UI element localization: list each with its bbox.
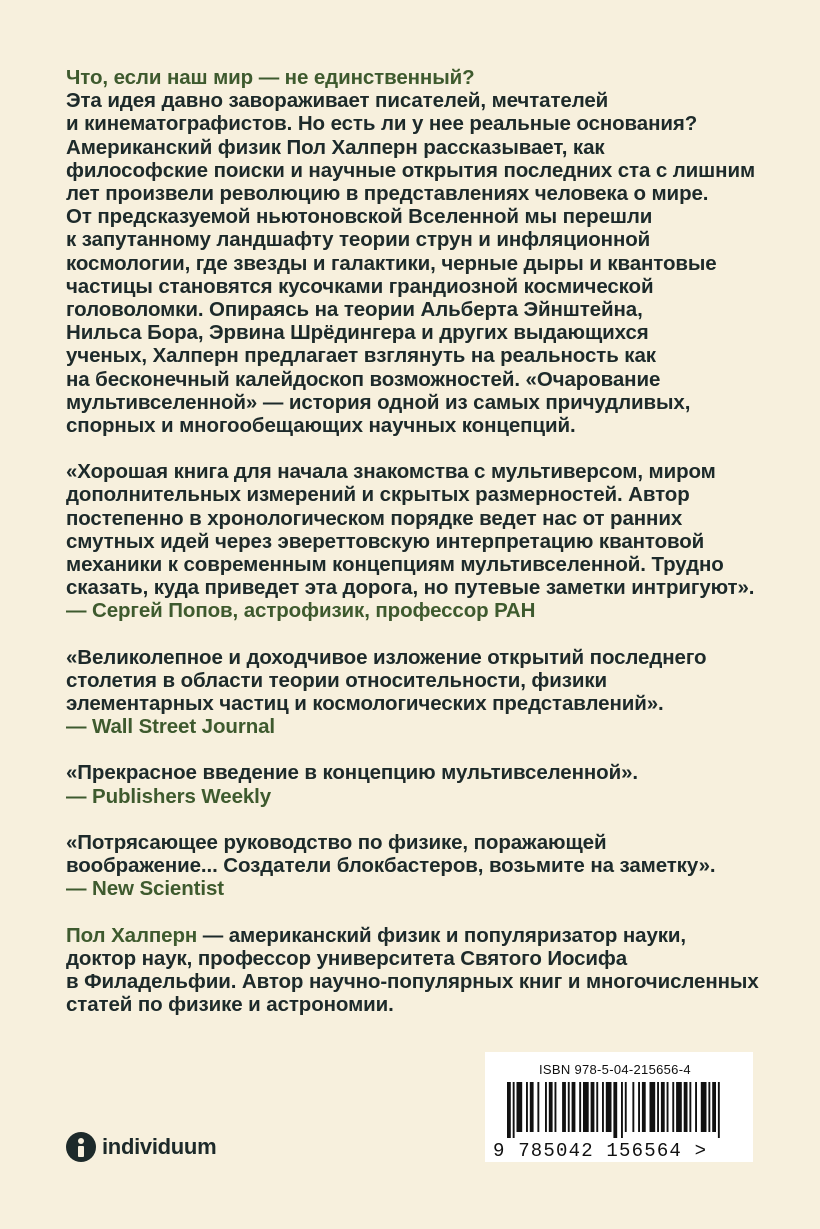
barcode-bar: [583, 1082, 589, 1132]
quote-attribution: — Wall Street Journal: [66, 715, 276, 739]
barcode-bar: [517, 1082, 523, 1132]
barcode-bar: [689, 1082, 691, 1132]
intro-line: на бесконечный калейдоскоп возможностей. «Очарование: [66, 367, 661, 391]
intro-line: головоломки. Опираясь на теории Альберта Эйнштейна,: [66, 298, 643, 322]
publisher-logo: [66, 1130, 216, 1164]
barcode-bars: [485, 1052, 753, 1162]
barcode-bar: [676, 1082, 682, 1132]
intro-line: От предсказуемой ньютоновской Вселенной мы перешли: [66, 205, 653, 229]
barcode-bar: [621, 1082, 623, 1138]
quote-line: «Потрясающее руководство по физике, поражающей: [66, 830, 607, 854]
intro-line: философские поиски и научные открытия последних ста с лишним: [66, 158, 756, 182]
barcode-bar: [650, 1082, 656, 1132]
barcode-bar: [613, 1082, 617, 1138]
quote-line: воображение... Создатели блокбастеров, возьмите на заметку».: [66, 854, 716, 878]
barcode-bar: [507, 1082, 511, 1138]
quote-line: дополнительных измерений и скрытых размерностей. Автор: [66, 483, 690, 507]
quote-attribution: — Сергей Попов, астрофизик, профессор РАН: [66, 599, 536, 623]
intro-line: космологии, где звезды и галактики, черные дыры и квантовые: [66, 251, 717, 275]
quote-attribution: — New Scientist: [66, 877, 224, 901]
back-cover-text: [66, 66, 766, 1016]
barcode-bar: [661, 1082, 665, 1132]
quote-line: элементарных частиц и космологических представлений».: [66, 692, 664, 716]
barcode-bar: [591, 1082, 595, 1132]
barcode-bar: [632, 1082, 634, 1132]
author-line: статей по физике и астрономии.: [66, 993, 394, 1017]
intro-line: Нильса Бора, Эрвина Шрёдингера и других выдающихся: [66, 321, 649, 345]
isbn-barcode: [485, 1052, 753, 1162]
barcode-digits: 9 785042 156564 >: [493, 1140, 708, 1162]
barcode-bar: [667, 1082, 669, 1132]
barcode-bar: [555, 1082, 557, 1132]
barcode-bar: [606, 1082, 612, 1132]
review-quote: [66, 761, 766, 807]
intro-line: и кинематографистов. Но есть ли у нее реальные основания?: [66, 112, 698, 136]
barcode-bar: [537, 1082, 539, 1132]
barcode-bar: [530, 1082, 534, 1132]
barcode-bar: [513, 1082, 515, 1138]
quote-line: сказать, куда приведет эта дорога, но путевые заметки интригуют».: [66, 576, 755, 600]
barcode-bar: [695, 1082, 697, 1132]
barcode-bar: [562, 1082, 566, 1132]
publisher-name: individuum: [102, 1134, 217, 1159]
quote-line: механики к современным концепциям мультивселенной. Трудно: [66, 553, 724, 577]
quote-line: постепенно в хронологическом порядке ведет нас от ранних: [66, 506, 683, 530]
barcode-bar: [545, 1082, 547, 1132]
quote-line: «Великолепное и доходчивое изложение открытий последнего: [66, 645, 707, 669]
review-quote: [66, 460, 766, 622]
barcode-bar: [526, 1082, 528, 1132]
quote-attribution: — Publishers Weekly: [66, 784, 272, 808]
author-first-line: [66, 924, 766, 947]
intro-line: частицы становятся кусочками грандиозной космической: [66, 274, 654, 298]
quote-line: смутных идей через эвереттовскую интерпретацию квантовой: [66, 529, 705, 553]
barcode-bar: [708, 1082, 710, 1132]
barcode-bar: [549, 1082, 553, 1132]
intro-line: к запутанному ландшафту теории струн и инфляционной: [66, 228, 651, 252]
intro-line: Американский физик Пол Халперн рассказывает, как: [66, 135, 605, 159]
review-quote: [66, 646, 766, 739]
intro-block: [66, 66, 766, 437]
barcode-bar: [638, 1082, 640, 1132]
barcode-bar: [642, 1082, 646, 1132]
author-bio: [66, 924, 766, 1017]
barcode-bar: [596, 1082, 598, 1132]
barcode-bar: [568, 1082, 570, 1132]
barcode-bar: [672, 1082, 674, 1132]
barcode-bar: [684, 1082, 688, 1132]
quote-line: «Прекрасное введение в концепцию мультивселенной».: [66, 761, 638, 785]
barcode-bar: [712, 1082, 716, 1132]
barcode-bar: [701, 1082, 707, 1132]
barcode-bar: [657, 1082, 659, 1132]
barcode-bar: [602, 1082, 604, 1132]
intro-line: мультивселенной» — история одной из самых причудливых,: [66, 390, 691, 414]
intro-line: ученых, Халперн предлагает взглянуть на реальность как: [66, 344, 656, 368]
author-first-line-rest: — американский физик и популяризатор науки,: [197, 923, 687, 947]
intro-line: Эта идея давно завораживает писателей, мечтателей: [66, 89, 609, 113]
author-line: в Филадельфии. Автор научно-популярных книг и многочисленных: [66, 969, 759, 993]
review-quote: [66, 831, 766, 901]
individuum-i-icon: [66, 1132, 96, 1162]
barcode-bar: [625, 1082, 627, 1132]
isbn-label: ISBN 978-5-04-215656-4: [539, 1062, 691, 1077]
barcode-bar: [572, 1082, 576, 1132]
intro-line: спорных и многообещающих научных концепций.: [66, 414, 576, 438]
intro-lead: Что, если наш мир — не единственный?: [66, 66, 475, 89]
author-name: Пол Халперн: [66, 923, 198, 947]
intro-line: лет произвели революцию в представлениях человека о мире.: [66, 182, 709, 206]
barcode-bar: [718, 1082, 720, 1138]
author-line: доктор наук, профессор университета Святого Иосифа: [66, 946, 628, 970]
barcode-bar: [579, 1082, 581, 1132]
quote-line: столетия в области теории относительности, физики: [66, 668, 608, 692]
quote-line: «Хорошая книга для начала знакомства с мультиверсом, миром: [66, 460, 716, 484]
